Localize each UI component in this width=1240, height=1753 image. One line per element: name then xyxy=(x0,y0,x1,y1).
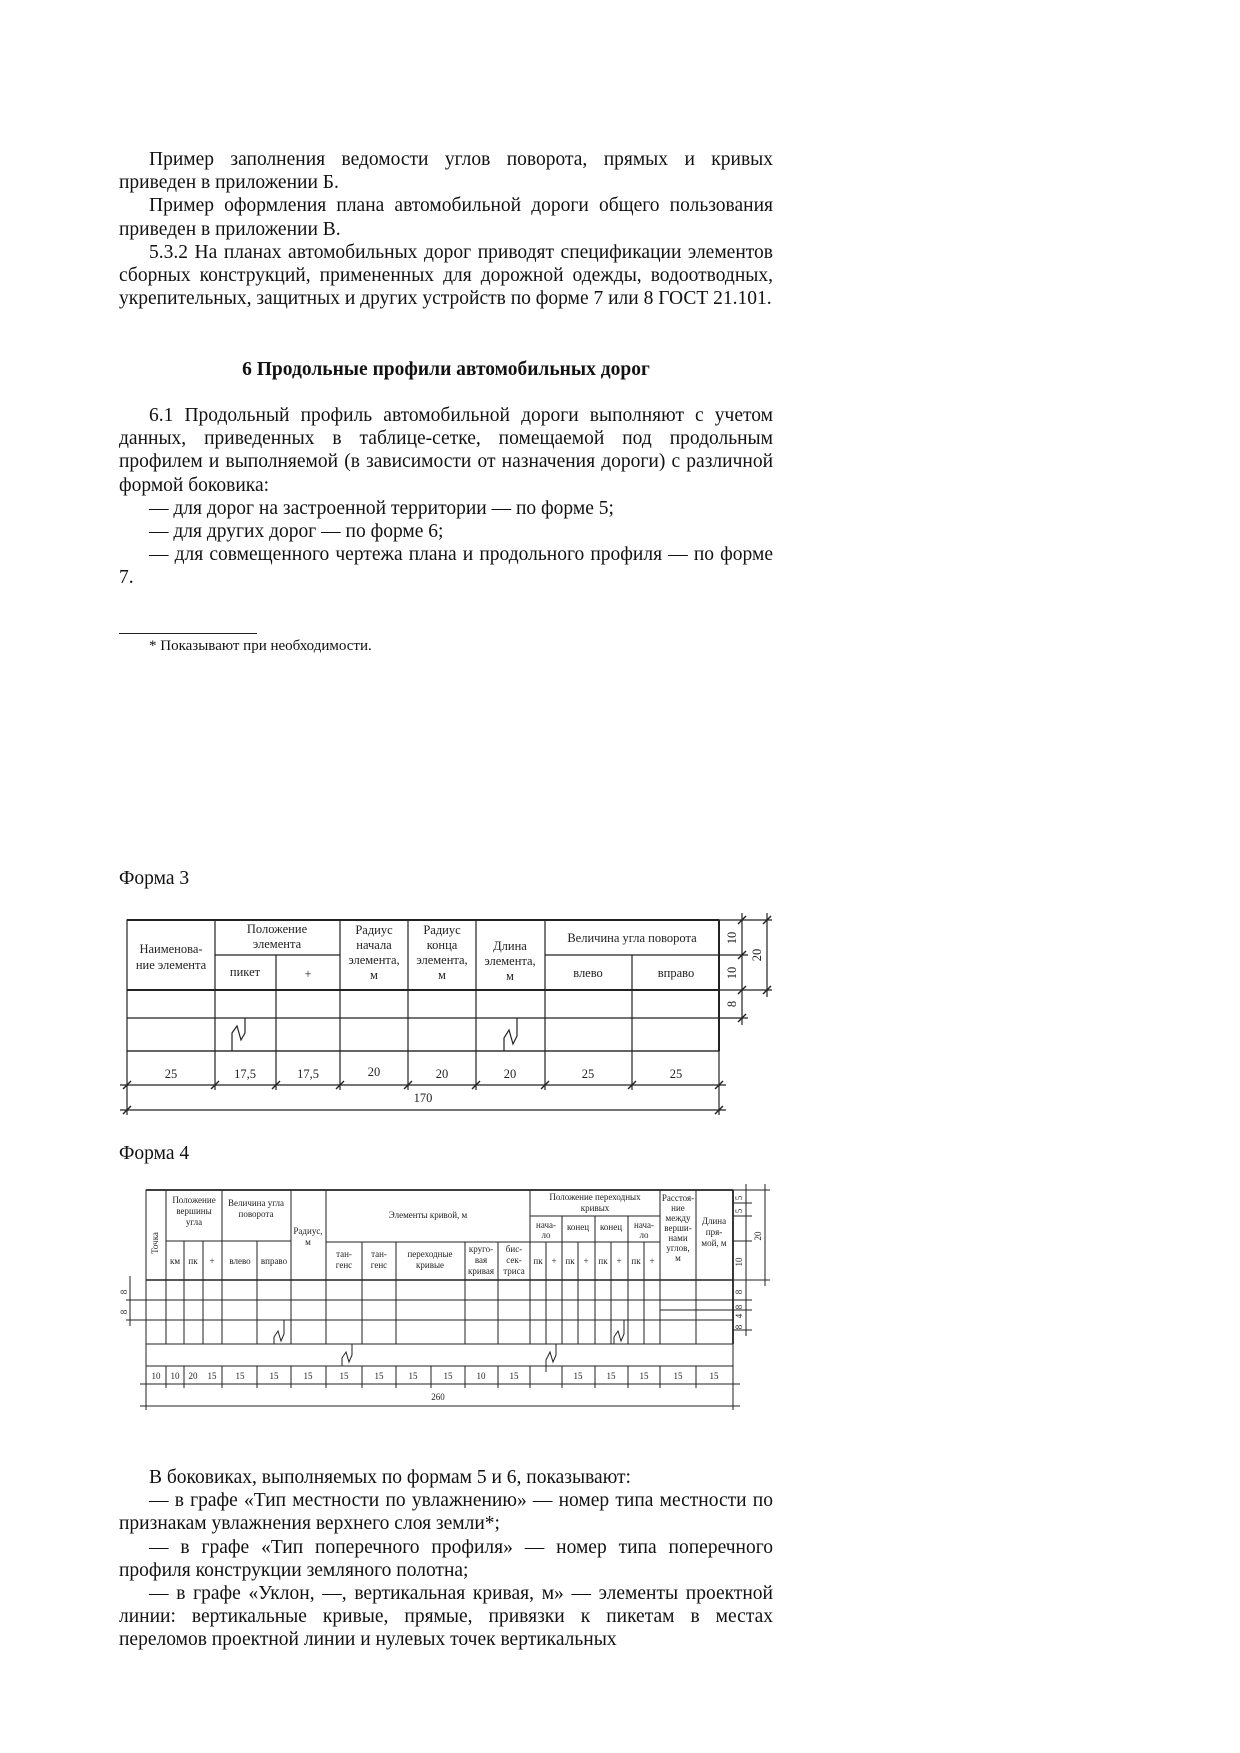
form4-col-width: 15 xyxy=(573,1371,583,1381)
form4-col-width: 15 xyxy=(509,1371,519,1381)
form4-total-width: 260 xyxy=(431,1392,445,1402)
form4-header-distance: нами xyxy=(668,1233,688,1243)
form4-col-width: 10 xyxy=(476,1371,486,1381)
form4-header-plus: + xyxy=(209,1256,215,1266)
form3-header-right: вправо xyxy=(657,966,695,980)
form4-header-pk: пк xyxy=(188,1256,198,1266)
form4-col-width: 15 xyxy=(639,1371,649,1381)
form4-header-circular: круго- xyxy=(468,1244,494,1254)
form3-header-radius-end: конца xyxy=(426,938,458,952)
form4-header-transitional: переходные xyxy=(407,1249,453,1259)
form3-header-radius-start: начала xyxy=(356,938,392,952)
list-item: — для других дорог — по форме 6; xyxy=(149,521,444,543)
form3-col-width: 25 xyxy=(164,1067,178,1081)
form4-header-angle: поворота xyxy=(238,1209,274,1219)
form4-header-start: ло xyxy=(541,1230,551,1240)
paragraph: 5.3.2 На планах автомобильных дорог приводят спецификации элементов сборных конструкций, примененных для дорожной одежды, водоотводных, укрепительных, защитных и других устройств по форме 7 или 8 ГОСТ 21.101. xyxy=(119,241,773,310)
form3-col-width: 17,5 xyxy=(234,1067,256,1081)
form3-header-plus: + xyxy=(304,967,312,981)
form4-header-point: Точка xyxy=(150,1232,160,1254)
form4-header-plus: + xyxy=(551,1256,557,1266)
form3-header-total: 20 xyxy=(750,948,764,962)
form4-row-dim: 4 xyxy=(734,1313,744,1319)
form4-row-dim: 8 xyxy=(734,1324,744,1330)
form4-header-vertex: Положение xyxy=(172,1195,216,1205)
form4-row-dim: 5 xyxy=(734,1208,744,1214)
form3-row-dim: 10 xyxy=(725,966,739,980)
form4-header-start: ло xyxy=(639,1230,649,1240)
form4-header-transition: кривых xyxy=(580,1203,610,1213)
form4-col-width: 15 xyxy=(673,1371,683,1381)
form3-header-left: влево xyxy=(573,966,603,980)
form4-header-distance: Расстоя- xyxy=(661,1193,695,1203)
form4-header-plus: + xyxy=(616,1256,622,1266)
form4-row-dim: 5 xyxy=(734,1195,744,1201)
form4-header-angle: Величина угла xyxy=(228,1198,284,1208)
form3-label: Форма 3 xyxy=(119,868,190,889)
form4-header-km: км xyxy=(169,1256,181,1266)
form4-header-tangent: тан- xyxy=(336,1249,352,1259)
form4-header-line-length: Длина xyxy=(701,1216,727,1226)
form3-header-position: Положение xyxy=(246,922,308,936)
form4-header-total: 20 xyxy=(753,1231,763,1241)
form4-header-radius: Радиус, xyxy=(293,1226,323,1236)
form4-left-dim: 8 xyxy=(119,1309,129,1315)
form3-header-name: Наименова- xyxy=(139,942,203,956)
form3-col-width: 25 xyxy=(581,1067,595,1081)
form4-col-width: 10 xyxy=(151,1371,161,1381)
form4-col-width: 15 xyxy=(606,1371,616,1381)
form3-header-radius-end: Радиус xyxy=(423,923,461,937)
form3-header-radius-start: Радиус xyxy=(355,923,393,937)
form4-col-width: 15 xyxy=(269,1371,279,1381)
form3-header-name: ние элемента xyxy=(135,958,207,972)
form4-header-circular: вая xyxy=(474,1255,488,1265)
form3-header-radius-start: м xyxy=(370,968,378,982)
form4-header-bisector: сек- xyxy=(506,1255,522,1265)
form3-header-length: м xyxy=(506,969,514,983)
form4-header-plus: + xyxy=(583,1256,589,1266)
form3-col-width: 20 xyxy=(367,1065,381,1079)
form4-col-width: 15 xyxy=(374,1371,384,1381)
form4-col-width: 15 xyxy=(443,1371,453,1381)
form4-col-width: 15 xyxy=(339,1371,349,1381)
form4-header-curve-elements: Элементы кривой, м xyxy=(388,1210,468,1220)
form3-header-position: элемента xyxy=(252,937,302,951)
list-item: — для дорог на застроенной территории — по форме 5; xyxy=(149,497,614,519)
form4-left-dim: 8 xyxy=(119,1289,129,1295)
form4-col-width: 10 xyxy=(170,1371,180,1381)
form3-col-width: 20 xyxy=(435,1067,449,1081)
form3-header-radius-start: элемента, xyxy=(348,953,400,967)
paragraph: Пример заполнения ведомости углов поворота, прямых и кривых приведен в приложении Б. xyxy=(119,149,773,194)
form4-header-pk: пк xyxy=(533,1256,543,1266)
form4-header-tangent: генс xyxy=(370,1260,388,1270)
form4-header-left: влево xyxy=(229,1256,251,1266)
form3-col-width: 17,5 xyxy=(297,1067,319,1081)
form4-row-dim: 8 xyxy=(734,1304,744,1310)
form3-header-length: элемента, xyxy=(484,954,536,968)
form3-header-angle: Величина угла поворота xyxy=(567,931,697,945)
form4-row-dim: 10 xyxy=(734,1257,744,1267)
form3-header-picket: пикет xyxy=(229,965,261,979)
paragraph: 6.1 Продольный профиль автомобильной дороги выполняют с учетом данных, приведенных в таблице-сетке, помещаемой под продольным профилем и выполняемой (в зависимости от назначения дороги) с различной формой боковика: xyxy=(119,405,773,496)
form4-header-plus: + xyxy=(649,1256,655,1266)
form4-col-width: 15 xyxy=(408,1371,418,1381)
form4-header-tangent: генс xyxy=(335,1260,353,1270)
form3-row-dim: 8 xyxy=(725,1000,739,1008)
form4-col-width: 15 xyxy=(709,1371,719,1381)
list-item: — в графе «Тип местности по увлажнению» — номер типа местности по признакам увлажнения верхнего слоя земли*; xyxy=(119,1490,773,1535)
form4-header-distance: верши- xyxy=(664,1223,692,1233)
form3-col-width: 25 xyxy=(669,1067,683,1081)
list-item: — в графе «Тип поперечного профиля» — номер типа поперечного профиля конструкции земляного полотна; xyxy=(119,1536,773,1581)
form4-header-tangent: тан- xyxy=(371,1249,387,1259)
paragraph: В боковиках, выполняемых по формам 5 и 6, показывают: xyxy=(149,1467,631,1488)
form4-header-bisector: бис- xyxy=(505,1244,523,1254)
paragraph: Пример оформления плана автомобильной дороги общего пользования приведен в приложении В. xyxy=(119,195,773,240)
footnote: * Показывают при необходимости. xyxy=(149,638,372,654)
form4-header-vertex: вершины xyxy=(176,1206,212,1216)
form4-header-circular: кривая xyxy=(468,1266,494,1276)
form4-header-start: нача- xyxy=(536,1220,556,1230)
form3-header-length: Длина xyxy=(493,939,527,953)
form4-header-pk: пк xyxy=(631,1256,641,1266)
form4-col-width: 15 xyxy=(207,1371,217,1381)
form3-total-width: 170 xyxy=(413,1091,433,1105)
closing-block xyxy=(119,1466,773,1652)
form4-col-width: 20 xyxy=(188,1371,198,1381)
form4-header-vertex: угла xyxy=(185,1217,203,1227)
form4-header-end: конец xyxy=(566,1222,590,1232)
form4-header-start: нача- xyxy=(634,1220,654,1230)
form4-header-transition: Положение переходных xyxy=(549,1192,641,1202)
form4-header-bisector: триса xyxy=(503,1266,525,1276)
form4-header-right: вправо xyxy=(260,1256,288,1266)
section-heading: 6 Продольные профили автомобильных дорог xyxy=(242,359,650,380)
form4-header-pk: пк xyxy=(565,1256,575,1266)
list-item: — для совмещенного чертежа плана и продольного профиля — по форме 7. xyxy=(119,544,773,589)
form4-header-line-length: мой, м xyxy=(701,1238,727,1248)
list-item: — в графе «Уклон, —, вертикальная кривая, м» — элементы проектной линии: вертикальные кривые, прямые, привязки к пикетам в местах переломов проектной линии и нулевых точек вертикальных xyxy=(119,1583,773,1651)
form4-header-distance: углов, xyxy=(666,1243,690,1253)
form4-header-pk: пк xyxy=(598,1256,608,1266)
form3-header-radius-end: элемента, xyxy=(416,953,468,967)
form4-row-dim: 8 xyxy=(734,1289,744,1295)
form3-header-radius-end: м xyxy=(438,968,446,982)
form4-header-line-length: пря- xyxy=(705,1227,723,1237)
form4-header-distance: между xyxy=(665,1213,691,1223)
form4-header-end: конец xyxy=(599,1222,623,1232)
form4-col-width: 15 xyxy=(235,1371,245,1381)
form4-col-width: 15 xyxy=(303,1371,313,1381)
form3-col-width: 20 xyxy=(503,1067,517,1081)
form4-label: Форма 4 xyxy=(119,1143,190,1164)
form4-header-distance: ние xyxy=(671,1203,685,1213)
form4-header-radius: м xyxy=(305,1237,311,1247)
form4-header-distance: м xyxy=(675,1253,681,1263)
form4-header-transitional: кривые xyxy=(416,1260,444,1270)
form3-row-dim: 10 xyxy=(725,931,739,945)
